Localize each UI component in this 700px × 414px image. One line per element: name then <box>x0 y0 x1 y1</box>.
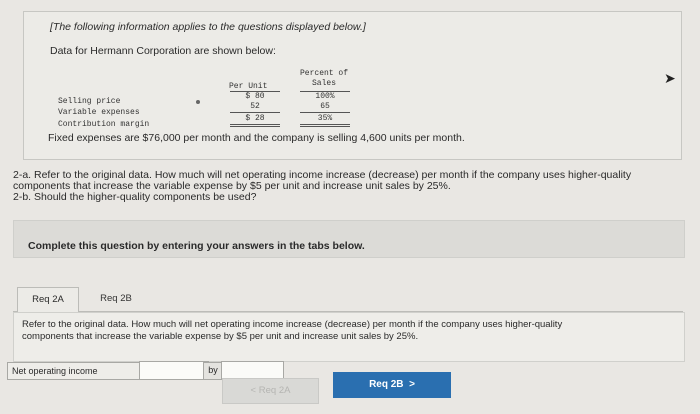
fixed-expenses-line: Fixed expenses are $76,000 per month and the company is selling 4,600 units per month. <box>48 132 465 144</box>
req-2a-question-text: Refer to the original data. How much will net operating income increase (decrease) per month if the company uses higher-quality components that increase the variable expense by $5 per unit and increase unit sales by 25%. <box>22 319 563 342</box>
by-label: by <box>203 362 223 380</box>
bullet-dot <box>196 100 200 104</box>
cell-selling-price-unit: $ 80 <box>245 92 265 101</box>
header-per-unit: Per Unit <box>229 82 268 91</box>
info-panel <box>23 11 682 160</box>
subtotal-rule-pct <box>300 112 350 113</box>
mouse-cursor-icon: ➤ <box>664 70 676 86</box>
header-percent-line2: Sales <box>311 79 336 88</box>
net-operating-income-label: Net operating income <box>7 362 141 380</box>
prev-req-2a-button[interactable] <box>222 378 319 404</box>
header-percent-of-sales <box>289 69 359 89</box>
row-label-selling-price: Selling price <box>58 97 121 106</box>
instructions-panel <box>13 220 685 258</box>
tab-bar <box>13 287 683 312</box>
row-label-contribution-margin: Contribution margin <box>58 120 150 129</box>
data-intro: Data for Hermann Corporation are shown below: <box>50 45 276 57</box>
cell-contribution-margin-pct: 35% <box>317 114 333 123</box>
chevron-right-icon: > <box>409 379 415 390</box>
question-line-3: 2-b. Should the higher-quality components be used? <box>13 191 257 203</box>
total-rule-unit <box>230 124 280 125</box>
cell-selling-price-pct: 100% <box>315 92 335 101</box>
question-text <box>13 170 683 203</box>
net-operating-income-direction-input[interactable] <box>139 361 209 380</box>
cell-variable-expenses-pct: 65 <box>320 102 330 111</box>
instructions-text: Complete this question by entering your answers in the tabs below. <box>28 240 365 252</box>
cell-variable-expenses-unit: 52 <box>250 102 260 111</box>
tab-req-2a[interactable]: Req 2A <box>17 287 79 312</box>
next-req-2b-button[interactable] <box>333 372 451 398</box>
row-label-variable-expenses: Variable expenses <box>58 108 140 117</box>
info-title: [The following information applies to the questions displayed below.] <box>50 21 366 33</box>
chevron-left-icon: < <box>250 385 257 396</box>
total-double-rule-unit <box>230 126 280 127</box>
prev-button-label: Req 2A <box>258 385 291 396</box>
question-line-1: 2-a. Refer to the original data. How much will net operating income increase (decrease) per month if the company uses higher-quality <box>13 169 632 181</box>
total-double-rule-pct <box>300 126 350 127</box>
next-button-label: Req 2B <box>369 379 404 390</box>
total-rule-pct <box>300 124 350 125</box>
subtotal-rule-unit <box>230 112 280 113</box>
cell-contribution-margin-unit: $ 28 <box>245 114 265 123</box>
header-percent-line1: Percent of <box>299 69 348 78</box>
question-line-2: components that increase the variable expense by $5 per unit and increase unit sales by 25%. <box>13 180 451 192</box>
req-2a-question-panel <box>13 312 685 362</box>
tab-req-2b[interactable]: Req 2B <box>100 293 132 304</box>
